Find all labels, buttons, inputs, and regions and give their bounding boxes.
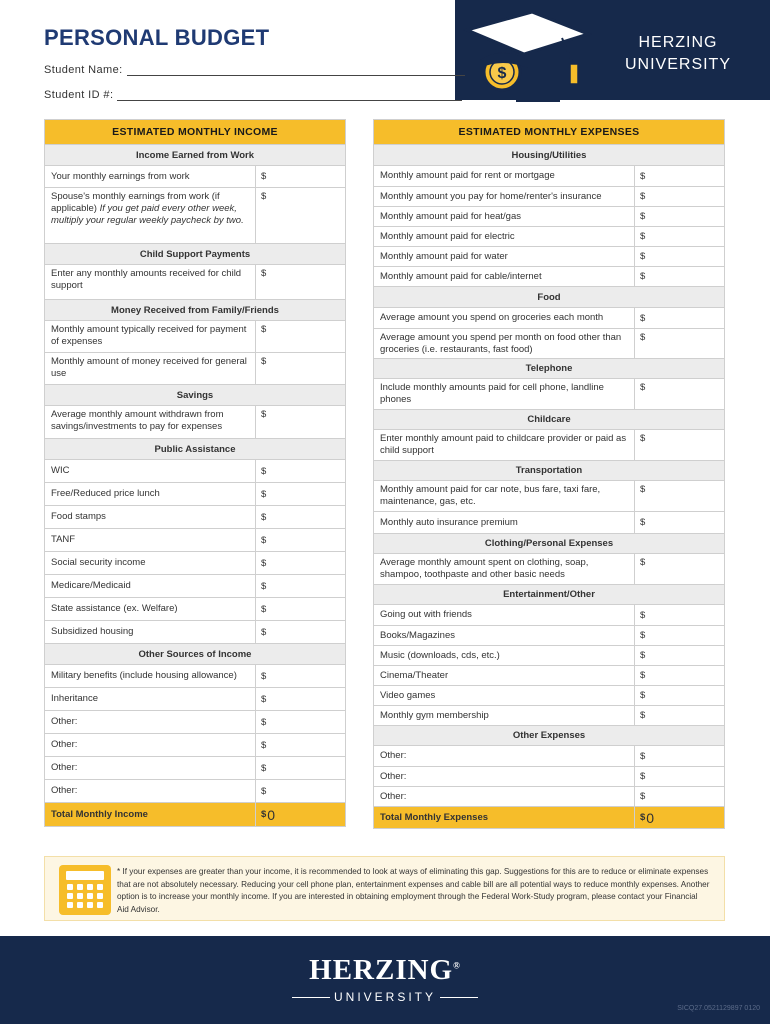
student-name-field[interactable] bbox=[44, 64, 465, 76]
income-row[interactable]: Enter any monthly amounts received for child support $ bbox=[45, 264, 345, 299]
income-header: ESTIMATED MONTHLY INCOME bbox=[45, 120, 345, 144]
income-table bbox=[44, 119, 346, 827]
brand-logo: HERZING UNIVERSITY bbox=[624, 34, 731, 73]
expense-row[interactable]: Average amount you spend on groceries each month $ bbox=[374, 307, 724, 328]
income-row[interactable]: Other: $ bbox=[45, 733, 345, 756]
section-income-work: Income Earned from Work bbox=[45, 144, 345, 165]
total-expenses-label: Total Monthly Expenses bbox=[374, 807, 635, 828]
income-row[interactable]: Inheritance $ bbox=[45, 687, 345, 710]
expenses-table bbox=[373, 119, 725, 829]
expense-row[interactable]: Monthly amount you pay for home/renter's insurance $ bbox=[374, 186, 724, 206]
svg-text:$: $ bbox=[497, 65, 507, 82]
expense-row[interactable]: Monthly amount paid for heat/gas $ bbox=[374, 206, 724, 226]
total-income-value[interactable]: $ 0 bbox=[261, 806, 276, 823]
expense-row[interactable]: Monthly amount paid for car note, bus fare, taxi fare, maintenance, gas, etc. $ bbox=[374, 480, 724, 511]
section-public-assistance: Public Assistance bbox=[45, 438, 345, 459]
income-row[interactable]: Military benefits (include housing allowance) $ bbox=[45, 664, 345, 687]
advice-note bbox=[44, 856, 725, 921]
student-id-label: Student ID #: bbox=[44, 89, 114, 101]
income-row[interactable]: WIC $ bbox=[45, 459, 345, 482]
expense-row[interactable]: Books/Magazines $ bbox=[374, 625, 724, 645]
student-name-line[interactable] bbox=[127, 64, 465, 76]
total-income-row bbox=[45, 802, 345, 826]
section-telephone: Telephone bbox=[374, 358, 724, 378]
expense-row[interactable]: Monthly gym membership $ bbox=[374, 705, 724, 725]
income-row[interactable]: State assistance (ex. Welfare) $ bbox=[45, 597, 345, 620]
section-food: Food bbox=[374, 286, 724, 307]
total-income-label: Total Monthly Income bbox=[45, 803, 256, 826]
student-id-line[interactable] bbox=[117, 89, 462, 101]
expense-row[interactable]: Monthly amount paid for rent or mortgage $ bbox=[374, 165, 724, 186]
section-family-friends: Money Received from Family/Friends bbox=[45, 299, 345, 320]
income-row[interactable]: Other: $ bbox=[45, 756, 345, 779]
footer bbox=[0, 936, 770, 1024]
footer-logo: HERZING® bbox=[309, 954, 461, 986]
expense-row[interactable]: Average monthly amount spent on clothing, soap, shampoo, toothpaste and other basic needs $ bbox=[374, 553, 724, 584]
section-transportation: Transportation bbox=[374, 460, 724, 480]
expense-row[interactable]: Monthly amount paid for water $ bbox=[374, 246, 724, 266]
advice-note-text: * If your expenses are greater than your income, it is recommended to look at ways of eliminating this gap. Suggestions for this are to reduce or eliminate expenses that are not absolutely necessary. Reducing your cell phone plan, entertainment expenses and cable bill are all potential ways to reduce monthly expenses. Another option is to increase your monthly income. If you are interested in obtaining employment through the Federal Work-Study program, please contact your Financial Aid Advisor. bbox=[117, 867, 710, 914]
income-row[interactable]: Monthly amount typically received for payment of expenses $ bbox=[45, 320, 345, 352]
income-row[interactable]: Spouse's monthly earnings from work (if applicable) If you get paid every other week, multiply your regular weekly paycheck by two. $ bbox=[45, 187, 345, 243]
income-row[interactable]: TANF $ bbox=[45, 528, 345, 551]
income-row[interactable]: Subsidized housing $ bbox=[45, 620, 345, 643]
total-expenses-value[interactable]: $ 0 bbox=[640, 809, 655, 826]
income-row[interactable]: Other: $ bbox=[45, 710, 345, 733]
expense-row[interactable]: Music (downloads, cds, etc.) $ bbox=[374, 645, 724, 665]
income-row[interactable]: Other: $ bbox=[45, 779, 345, 802]
expense-row[interactable]: Enter monthly amount paid to childcare provider or paid as child support $ bbox=[374, 429, 724, 460]
income-row[interactable]: Free/Reduced price lunch $ bbox=[45, 482, 345, 505]
expense-row[interactable]: Going out with friends $ bbox=[374, 604, 724, 625]
income-row[interactable]: Food stamps $ bbox=[45, 505, 345, 528]
expense-row[interactable]: Other: $ bbox=[374, 745, 724, 766]
income-row[interactable]: Average monthly amount withdrawn from savings/investments to pay for expenses $ bbox=[45, 405, 345, 438]
expenses-header: ESTIMATED MONTHLY EXPENSES bbox=[374, 120, 724, 144]
expense-row[interactable]: Video games $ bbox=[374, 685, 724, 705]
expense-row[interactable]: Other: $ bbox=[374, 786, 724, 806]
section-entertainment: Entertainment/Other bbox=[374, 584, 724, 604]
section-housing: Housing/Utilities bbox=[374, 144, 724, 165]
income-row[interactable]: Medicare/Medicaid $ bbox=[45, 574, 345, 597]
student-name-label: Student Name: bbox=[44, 64, 123, 76]
expense-row[interactable]: Monthly amount paid for cable/internet $ bbox=[374, 266, 724, 286]
section-other-income: Other Sources of Income bbox=[45, 643, 345, 664]
page-title: PERSONAL BUDGET bbox=[44, 25, 270, 50]
section-other-expenses: Other Expenses bbox=[374, 725, 724, 745]
section-clothing: Clothing/Personal Expenses bbox=[374, 533, 724, 553]
income-row[interactable]: Monthly amount of money received for general use $ bbox=[45, 352, 345, 384]
expense-row[interactable]: Other: $ bbox=[374, 766, 724, 786]
expense-row[interactable]: Monthly auto insurance premium $ bbox=[374, 511, 724, 533]
footer-logo-sub: UNIVERSITY bbox=[0, 990, 770, 1004]
section-childcare: Childcare bbox=[374, 409, 724, 429]
income-row[interactable]: Social security income $ bbox=[45, 551, 345, 574]
income-row[interactable]: Your monthly earnings from work $ bbox=[45, 165, 345, 187]
expense-row[interactable]: Monthly amount paid for electric $ bbox=[374, 226, 724, 246]
total-expenses-row bbox=[374, 806, 724, 828]
section-child-support: Child Support Payments bbox=[45, 243, 345, 264]
expense-row[interactable]: Include monthly amounts paid for cell phone, landline phones $ bbox=[374, 378, 724, 409]
expense-row[interactable]: Average amount you spend per month on food other than groceries (i.e. restaurants, fast food) $ bbox=[374, 328, 724, 358]
document-code: SICQ27.0521129897 0120 bbox=[677, 1005, 760, 1012]
section-savings: Savings bbox=[45, 384, 345, 405]
graduation-cap-coins-icon bbox=[462, 8, 592, 104]
calculator-icon bbox=[59, 865, 111, 915]
expense-row[interactable]: Cinema/Theater $ bbox=[374, 665, 724, 685]
student-id-field[interactable] bbox=[44, 89, 462, 101]
